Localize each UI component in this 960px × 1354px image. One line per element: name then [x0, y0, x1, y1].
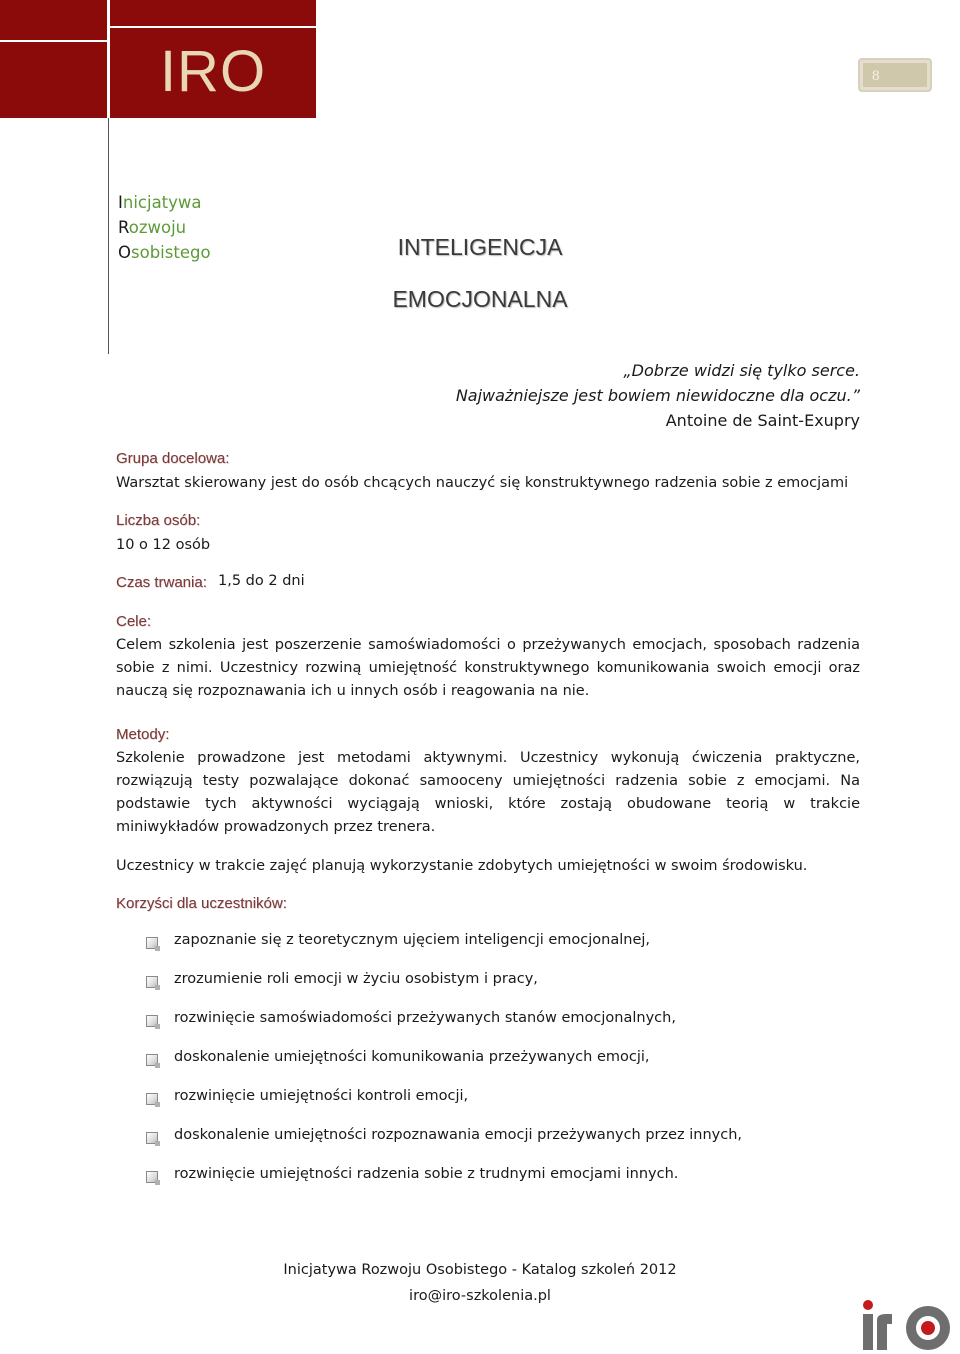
document-title-line2: EMOCJONALNA	[392, 286, 568, 312]
bullet-icon	[146, 976, 158, 988]
section-heading-cele: Cele:	[116, 613, 152, 630]
brand-name	[118, 190, 211, 265]
iro-logo-footer	[860, 1298, 958, 1352]
header-block	[0, 0, 107, 40]
section-heading-metody: Metody:	[116, 726, 170, 743]
section-text-metody: Szkolenie prowadzone jest metodami aktywnymi. Uczestnicy wykonują ćwiczenia praktyczne, rozwiązują testy pozwalające dokonać samooceny umiejętności radzenia sobie z emocjami. Na podstawie tych aktywności wyciągają wnioski, które zostają obudowane teorią w trakcie miniwykładów prowadzonych przez trenera.	[116, 750, 860, 835]
brand-line: Inicjatywa	[118, 193, 202, 212]
brand-line: Rozwoju	[118, 218, 187, 237]
header-block	[0, 42, 107, 118]
page-footer	[0, 1257, 960, 1309]
section-text-cele: Celem szkolenia jest poszerzenie samoświadomości o przeżywanych emocjach, sposobach radzenia sobie z nimi. Uczestnicy rozwiną umiejętność konstruktywnego komunikowania swoich emocji oraz nauczą się rozpoznawania ich u innych osób i reagowania na nie.	[116, 637, 860, 699]
bullet-icon	[146, 1132, 158, 1144]
document-title-line1: INTELIGENCJA	[397, 234, 563, 260]
bullet-icon	[146, 1015, 158, 1027]
page-number: 8	[872, 68, 880, 84]
iro-logo-header: IRO	[159, 39, 267, 104]
section-heading-liczba: Liczba osób:	[116, 512, 201, 529]
quote-line: „Dobrze widzi się tylko serce.	[623, 361, 860, 380]
bullet-icon	[146, 937, 158, 949]
section-text-liczba: 10 o 12 osób	[116, 537, 211, 553]
header-block	[110, 0, 316, 26]
bullet-icon	[146, 1171, 158, 1183]
section-heading-czas: Czas trwania:	[116, 574, 207, 591]
bullet-icon	[146, 1054, 158, 1066]
page-number-badge	[858, 58, 932, 92]
footer-email[interactable]: iro@iro-szkolenia.pl	[409, 1288, 551, 1304]
vertical-divider	[108, 118, 109, 354]
section-heading-korzysci: Korzyści dla uczestników:	[116, 895, 287, 912]
bullet-icon	[146, 1093, 158, 1105]
quote	[456, 358, 860, 433]
section-text-metody-extra: Uczestnicy w trakcie zajęć planują wykorzystanie zdobytych umiejętności w swoim środowisku.	[116, 858, 808, 874]
section-heading-grupa: Grupa docelowa:	[116, 450, 230, 467]
section-text-grupa: Warsztat skierowany jest do osób chcących nauczyć się konstruktywnego radzenia sobie z emocjami	[116, 475, 849, 491]
quote-author: Antoine de Saint-Exupry	[665, 411, 860, 430]
brand-line: Osobistego	[118, 243, 211, 262]
quote-line: Najważniejsze jest bowiem niewidoczne dla oczu.”	[455, 386, 860, 405]
section-text-czas: 1,5 do 2 dni	[218, 573, 305, 589]
footer-text: Inicjatywa Rozwoju Osobistego - Katalog szkoleń 2012	[283, 1262, 677, 1278]
